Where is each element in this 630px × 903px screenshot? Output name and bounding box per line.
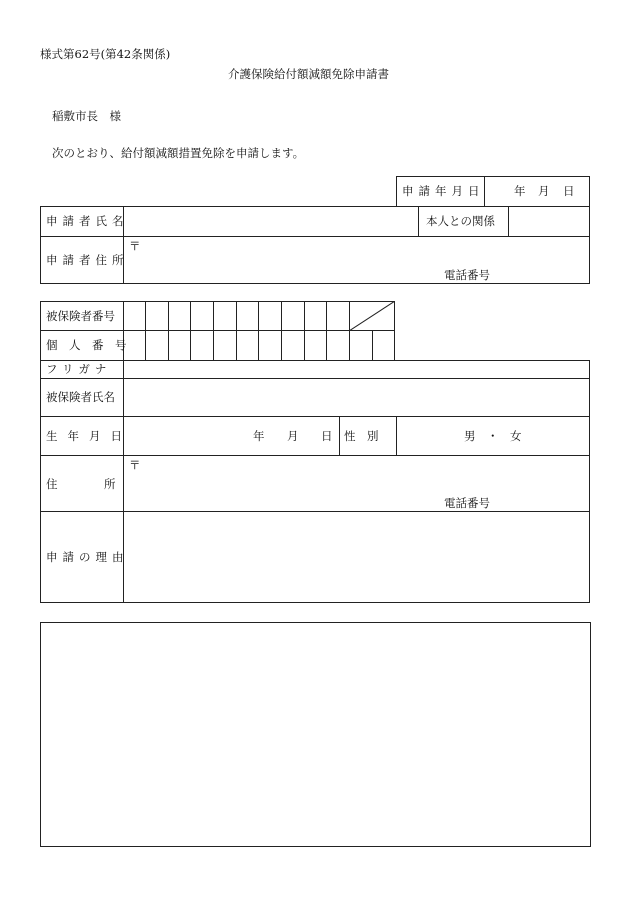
personal-number-field[interactable]: [125, 332, 393, 359]
birth-date-field[interactable]: [125, 418, 338, 455]
addressee: 稲敷市長 様: [52, 109, 121, 123]
diagonal-slash-icon: [349, 301, 395, 331]
applicant-name-label: 申請者氏名: [46, 214, 129, 228]
furigana-field[interactable]: [125, 361, 588, 377]
applicant-address-field[interactable]: [125, 238, 588, 282]
personal-number-label: 個 人 番 号: [46, 338, 127, 352]
insured-name-field[interactable]: [125, 380, 588, 415]
birth-day: 日: [321, 429, 333, 443]
applicant-name-field[interactable]: [125, 208, 417, 235]
insured-number-field[interactable]: [125, 303, 348, 329]
applicant-address-label: 申請者住所: [46, 253, 129, 267]
application-date-day: 日: [563, 184, 575, 198]
application-date-month: 月: [538, 184, 550, 198]
blank-notes-box[interactable]: [40, 622, 591, 847]
relationship-label: 本人との関係: [426, 214, 495, 228]
reason-label: 申請の理由: [46, 550, 129, 564]
application-date-field[interactable]: [486, 178, 588, 205]
insured-phone-label: 電話番号: [444, 496, 490, 510]
relationship-field[interactable]: [510, 208, 588, 235]
form-number: 様式第62号(第42条関係): [40, 47, 171, 61]
birth-date-label: 生年月日: [46, 429, 132, 443]
postal-mark-icon: 〒: [129, 239, 141, 253]
insured-address-field[interactable]: [125, 457, 588, 510]
insured-number-label: 被保険者番号: [46, 309, 115, 323]
birth-year: 年: [253, 429, 265, 443]
address-label-char-2: 所: [104, 477, 116, 491]
address-label-char-1: 住: [46, 477, 58, 491]
birth-month: 月: [287, 429, 299, 443]
reason-field[interactable]: [125, 513, 588, 601]
gender-options[interactable]: 男 ・ 女: [464, 429, 522, 443]
gender-label: 性 別: [344, 429, 379, 443]
application-date-year: 年: [514, 184, 526, 198]
furigana-label: フリガナ: [46, 362, 112, 376]
intro-text: 次のとおり、給付額減額措置免除を申請します。: [52, 146, 305, 160]
postal-mark-icon: 〒: [129, 458, 141, 472]
applicant-phone-label: 電話番号: [444, 268, 490, 282]
form-title: 介護保険給付額減額免除申請書: [228, 67, 389, 81]
application-date-label: 申請年月日: [402, 184, 485, 198]
insured-name-label: 被保険者氏名: [46, 390, 115, 404]
